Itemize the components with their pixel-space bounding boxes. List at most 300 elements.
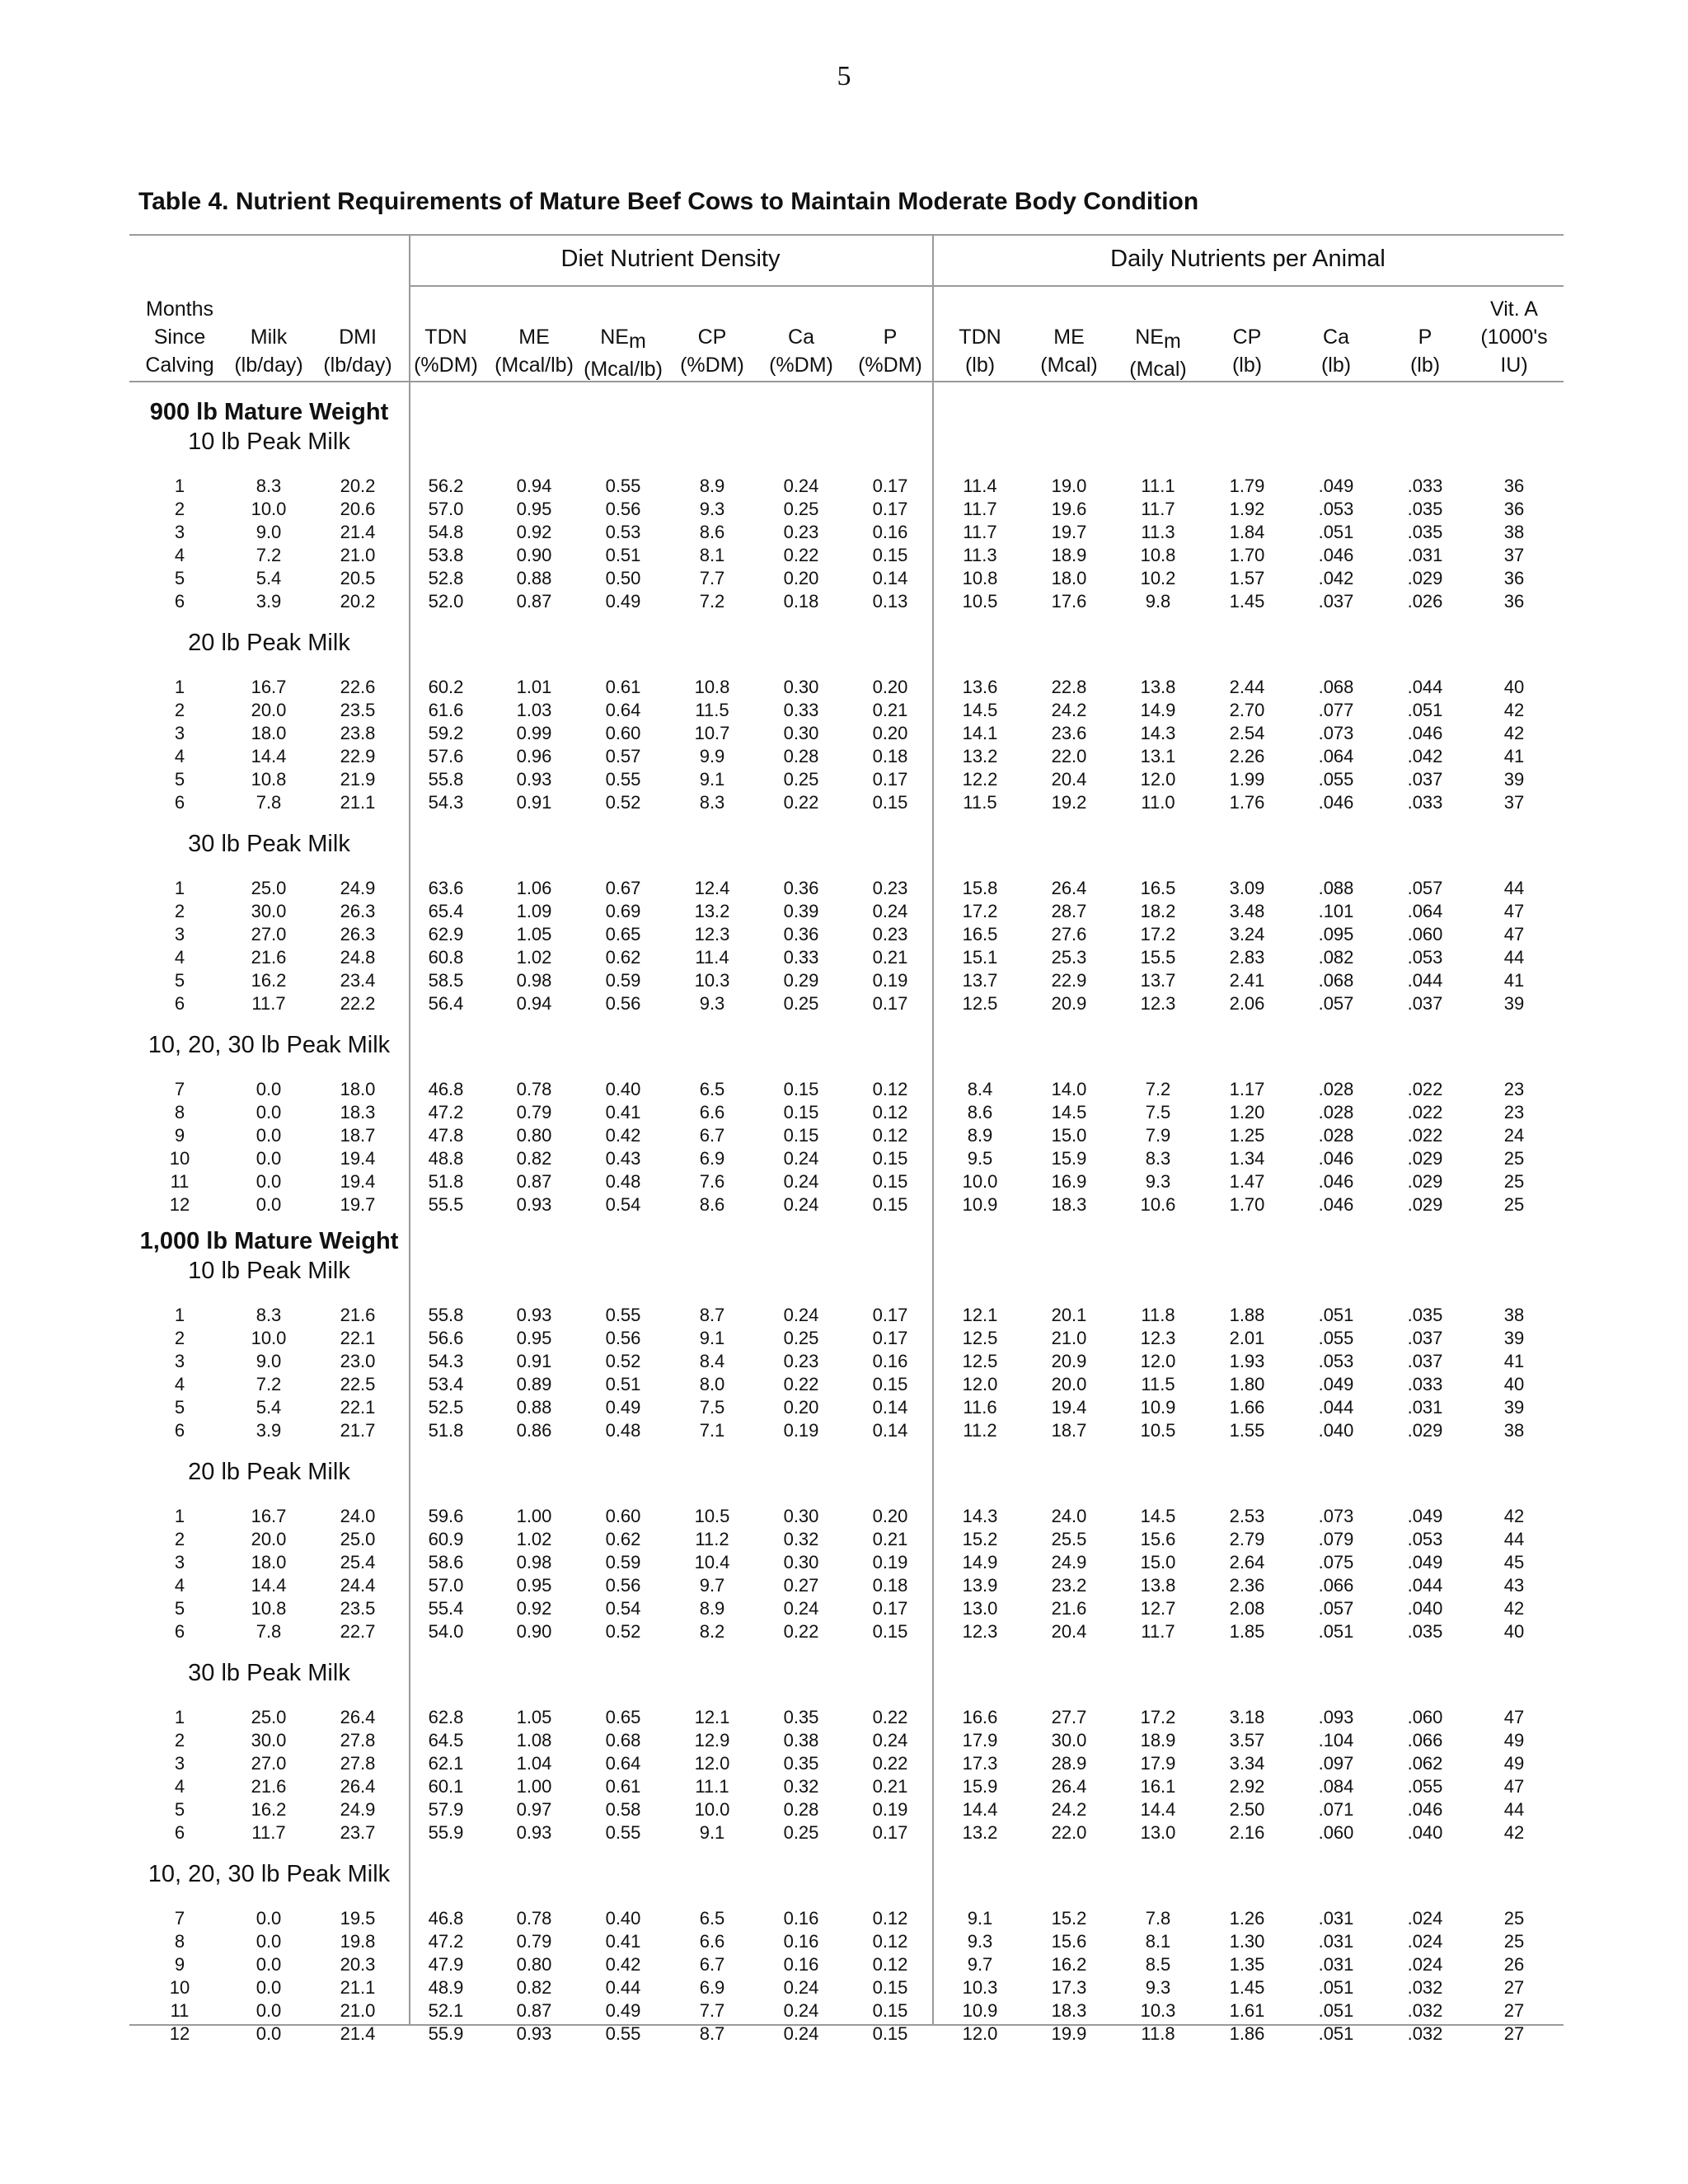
cell-tdn-pct: 55.8 [428, 769, 464, 790]
section-peak-milk-title: 20 lb Peak Milk [188, 1459, 350, 1485]
cell-me-mcal: 27.6 [1051, 924, 1087, 944]
cell-milk: 11.7 [251, 993, 286, 1014]
cell-milk: 30.0 [251, 901, 287, 921]
cell-months-since-calving: 8 [174, 1102, 185, 1122]
cell-me-mcal-lb: 0.90 [516, 1621, 552, 1642]
table-row [0, 699, 1688, 722]
cell-ca-pct: 0.35 [783, 1753, 819, 1774]
table-row [0, 1350, 1688, 1373]
column-header-text: (lb/day) [323, 354, 392, 377]
column-header-text: P [1418, 326, 1432, 349]
cell-me-mcal: 19.9 [1051, 2023, 1087, 2044]
cell-ca-lb: .057 [1318, 993, 1354, 1014]
cell-tdn-pct: 60.2 [428, 677, 464, 697]
cell-me-mcal-lb: 0.97 [516, 1799, 552, 1820]
cell-tdn-lb: 15.2 [962, 1529, 998, 1549]
cell-me-mcal-lb: 0.93 [516, 769, 552, 790]
cell-p-pct: 0.20 [872, 1506, 908, 1526]
table-row [0, 1620, 1688, 1643]
cell-p-pct: 0.19 [872, 1552, 908, 1572]
table-row [0, 1327, 1688, 1350]
cell-tdn-lb: 15.9 [962, 1776, 998, 1797]
cell-cp-pct: 8.9 [699, 1598, 725, 1619]
cell-cp-lb: 1.80 [1229, 1374, 1265, 1394]
cell-nem-mcal: 7.8 [1145, 1908, 1171, 1929]
table-row [0, 745, 1688, 768]
table-row [0, 923, 1688, 946]
cell-cp-lb: 2.53 [1229, 1506, 1265, 1526]
cell-tdn-lb: 10.8 [962, 568, 998, 588]
table-row [0, 1752, 1688, 1775]
cell-me-mcal: 25.3 [1051, 947, 1087, 968]
cell-p-lb: .029 [1407, 568, 1443, 588]
cell-dmi: 26.4 [340, 1707, 376, 1727]
cell-dmi: 19.8 [340, 1931, 376, 1952]
cell-milk: 30.0 [251, 1730, 287, 1750]
cell-p-pct: 0.18 [872, 1575, 908, 1596]
cell-nem-mcal-lb: 0.44 [605, 1977, 641, 1998]
cell-ca-pct: 0.35 [783, 1707, 819, 1727]
cell-tdn-pct: 58.5 [428, 970, 464, 991]
cell-tdn-lb: 17.3 [962, 1753, 998, 1774]
cell-nem-mcal: 10.8 [1140, 545, 1176, 565]
cell-dmi: 25.0 [340, 1529, 376, 1549]
cell-cp-lb: 1.35 [1229, 1954, 1265, 1975]
column-header-text: Milk [250, 326, 288, 349]
cell-nem-mcal: 18.9 [1140, 1730, 1176, 1750]
cell-tdn-lb: 12.0 [962, 2023, 998, 2044]
cell-me-mcal-lb: 1.05 [516, 1707, 552, 1727]
cell-p-pct: 0.21 [872, 700, 908, 720]
cell-me-mcal-lb: 0.92 [516, 1598, 552, 1619]
cell-p-lb: .033 [1407, 792, 1443, 813]
cell-cp-lb: 1.47 [1229, 1171, 1265, 1192]
cell-p-lb: .060 [1407, 1707, 1443, 1727]
cell-months-since-calving: 5 [174, 769, 185, 790]
cell-ca-lb: .028 [1318, 1102, 1354, 1122]
cell-nem-mcal: 17.9 [1140, 1753, 1176, 1774]
cell-nem-mcal-lb: 0.67 [605, 878, 641, 898]
cell-nem-mcal-lb: 0.41 [605, 1931, 641, 1952]
cell-ca-lb: .097 [1318, 1753, 1354, 1774]
cell-ca-lb: .042 [1318, 568, 1354, 588]
cell-me-mcal: 24.9 [1051, 1552, 1087, 1572]
cell-cp-lb: 2.08 [1229, 1598, 1265, 1619]
cell-cp-lb: 1.99 [1229, 769, 1265, 790]
cell-p-lb: .044 [1407, 1575, 1443, 1596]
cell-tdn-lb: 12.5 [962, 993, 998, 1014]
cell-nem-mcal: 11.8 [1141, 2023, 1175, 2044]
cell-tdn-pct: 53.8 [428, 545, 464, 565]
cell-tdn-pct: 53.4 [428, 1374, 464, 1394]
cell-ca-lb: .051 [1318, 1977, 1354, 1998]
cell-p-lb: .024 [1407, 1908, 1443, 1929]
cell-nem-mcal: 14.3 [1140, 723, 1176, 743]
cell-vit-a: 42 [1503, 700, 1525, 720]
cell-nem-mcal: 7.5 [1145, 1102, 1171, 1122]
column-header-text: Months [146, 298, 213, 321]
cell-tdn-lb: 10.3 [962, 1977, 998, 1998]
cell-tdn-lb: 15.1 [962, 947, 998, 968]
cell-nem-mcal-lb: 0.62 [605, 947, 641, 968]
cell-ca-lb: .079 [1318, 1529, 1354, 1549]
cell-months-since-calving: 4 [174, 947, 185, 968]
cell-dmi: 22.7 [340, 1621, 376, 1642]
cell-p-lb: .044 [1407, 677, 1443, 697]
cell-p-pct: 0.15 [872, 545, 908, 565]
cell-ca-pct: 0.24 [783, 1598, 819, 1619]
cell-cp-lb: 1.61 [1229, 2000, 1265, 2021]
cell-nem-mcal: 10.2 [1140, 568, 1176, 588]
cell-p-pct: 0.15 [872, 1148, 908, 1169]
cell-nem-mcal-lb: 0.49 [605, 1397, 641, 1418]
cell-ca-pct: 0.24 [783, 1305, 819, 1325]
cell-months-since-calving: 7 [174, 1079, 185, 1099]
cell-months-since-calving: 3 [174, 924, 185, 944]
cell-cp-lb: 1.26 [1229, 1908, 1265, 1929]
cell-me-mcal-lb: 0.98 [516, 970, 552, 991]
cell-cp-lb: 2.44 [1229, 677, 1265, 697]
cell-vit-a: 42 [1503, 1822, 1525, 1843]
cell-ca-pct: 0.32 [783, 1776, 819, 1797]
cell-cp-pct: 7.7 [699, 2000, 725, 2021]
cell-cp-pct: 9.9 [699, 746, 725, 766]
cell-me-mcal: 19.4 [1051, 1397, 1087, 1418]
cell-dmi: 24.9 [340, 1799, 376, 1820]
cell-months-since-calving: 12 [169, 1194, 190, 1215]
cell-cp-lb: 2.16 [1229, 1822, 1265, 1843]
cell-ca-pct: 0.22 [783, 1374, 819, 1394]
column-header-text: TDN [959, 326, 1001, 349]
cell-vit-a: 38 [1503, 1420, 1525, 1441]
cell-cp-pct: 6.5 [699, 1079, 725, 1099]
cell-ca-lb: .031 [1318, 1931, 1354, 1952]
cell-p-pct: 0.19 [872, 970, 908, 991]
cell-tdn-pct: 60.1 [428, 1776, 464, 1797]
cell-p-pct: 0.17 [872, 993, 908, 1014]
cell-dmi: 22.2 [340, 993, 376, 1014]
cell-months-since-calving: 1 [174, 1707, 185, 1727]
cell-milk: 7.8 [256, 1621, 282, 1642]
section-weight-title: 1,000 lb Mature Weight [139, 1228, 399, 1254]
table-row [0, 676, 1688, 699]
cell-p-pct: 0.12 [872, 1125, 908, 1146]
cell-p-lb: .035 [1407, 499, 1443, 519]
cell-ca-pct: 0.16 [783, 1931, 819, 1952]
table-row [0, 1953, 1688, 1976]
cell-ca-pct: 0.32 [783, 1529, 819, 1549]
cell-me-mcal: 20.4 [1051, 769, 1087, 790]
column-header-text: P [883, 326, 898, 349]
cell-dmi: 24.8 [340, 947, 376, 968]
cell-milk: 20.0 [251, 700, 287, 720]
cell-me-mcal-lb: 1.02 [516, 947, 552, 968]
cell-nem-mcal-lb: 0.59 [605, 970, 641, 991]
cell-me-mcal: 21.6 [1051, 1598, 1087, 1619]
cell-nem-mcal: 12.0 [1140, 769, 1176, 790]
cell-dmi: 22.1 [340, 1397, 376, 1418]
table-row [0, 1999, 1688, 2022]
cell-milk: 14.4 [251, 746, 287, 766]
cell-months-since-calving: 7 [174, 1908, 185, 1929]
cell-me-mcal: 30.0 [1051, 1730, 1087, 1750]
cell-tdn-lb: 11.3 [963, 545, 997, 565]
cell-vit-a: 23 [1503, 1079, 1525, 1099]
cell-tdn-lb: 9.1 [967, 1908, 993, 1929]
cell-nem-mcal: 10.3 [1140, 2000, 1176, 2021]
cell-months-since-calving: 1 [174, 677, 185, 697]
cell-me-mcal: 20.4 [1051, 1621, 1087, 1642]
cell-dmi: 21.1 [340, 792, 376, 813]
cell-p-pct: 0.17 [872, 1598, 908, 1619]
cell-vit-a: 43 [1503, 1575, 1525, 1596]
cell-tdn-pct: 54.0 [428, 1621, 464, 1642]
cell-tdn-pct: 47.8 [428, 1125, 464, 1146]
column-header-subscript: m [628, 330, 646, 353]
cell-nem-mcal: 9.3 [1145, 1171, 1171, 1192]
cell-milk: 16.2 [251, 970, 287, 991]
cell-me-mcal-lb: 0.99 [516, 723, 552, 743]
cell-me-mcal: 24.2 [1051, 1799, 1087, 1820]
cell-nem-mcal: 13.7 [1140, 970, 1176, 991]
cell-dmi: 19.5 [340, 1908, 376, 1929]
column-header-text: (%DM) [414, 354, 478, 377]
cell-dmi: 25.4 [340, 1552, 376, 1572]
cell-nem-mcal: 13.8 [1140, 1575, 1176, 1596]
cell-nem-mcal-lb: 0.60 [605, 723, 641, 743]
cell-p-lb: .064 [1407, 901, 1443, 921]
cell-ca-lb: .046 [1318, 792, 1354, 813]
cell-ca-lb: .040 [1318, 1420, 1354, 1441]
cell-cp-lb: 1.84 [1229, 522, 1265, 542]
cell-milk: 10.0 [251, 499, 287, 519]
cell-p-pct: 0.16 [872, 522, 908, 542]
cell-nem-mcal: 10.6 [1140, 1194, 1176, 1215]
cell-me-mcal-lb: 0.94 [516, 476, 552, 496]
cell-ca-lb: .088 [1318, 878, 1354, 898]
cell-tdn-pct: 52.5 [428, 1397, 464, 1418]
cell-cp-pct: 9.3 [699, 499, 725, 519]
cell-tdn-lb: 11.4 [963, 476, 997, 496]
cell-ca-pct: 0.22 [783, 1621, 819, 1642]
cell-nem-mcal: 14.4 [1140, 1799, 1176, 1820]
cell-nem-mcal-lb: 0.43 [605, 1148, 641, 1169]
cell-me-mcal-lb: 0.82 [516, 1148, 552, 1169]
cell-ca-lb: .073 [1318, 1506, 1354, 1526]
cell-tdn-lb: 13.9 [962, 1575, 998, 1596]
cell-nem-mcal: 15.5 [1140, 947, 1176, 968]
cell-tdn-pct: 52.1 [428, 2000, 464, 2021]
cell-dmi: 21.6 [340, 1305, 376, 1325]
cell-cp-pct: 6.6 [699, 1102, 725, 1122]
cell-vit-a: 47 [1503, 901, 1525, 921]
cell-me-mcal: 18.3 [1051, 1194, 1087, 1215]
cell-nem-mcal: 8.1 [1145, 1931, 1171, 1952]
cell-me-mcal-lb: 0.78 [516, 1079, 552, 1099]
cell-months-since-calving: 12 [169, 2023, 190, 2044]
cell-nem-mcal-lb: 0.56 [605, 993, 641, 1014]
cell-vit-a: 27 [1503, 2000, 1525, 2021]
cell-tdn-lb: 12.1 [962, 1305, 998, 1325]
cell-me-mcal: 17.3 [1051, 1977, 1087, 1998]
cell-me-mcal: 22.9 [1051, 970, 1087, 991]
cell-milk: 0.0 [256, 1102, 282, 1122]
cell-milk: 25.0 [251, 1707, 287, 1727]
cell-me-mcal: 23.2 [1051, 1575, 1087, 1596]
cell-ca-pct: 0.18 [783, 591, 819, 612]
section-peak-milk-title: 10, 20, 30 lb Peak Milk [148, 1032, 391, 1058]
cell-p-pct: 0.13 [872, 591, 908, 612]
table-row [0, 900, 1688, 923]
cell-tdn-lb: 13.6 [962, 677, 998, 697]
cell-milk: 16.7 [251, 677, 287, 697]
cell-vit-a: 23 [1503, 1102, 1525, 1122]
cell-months-since-calving: 3 [174, 522, 185, 542]
cell-tdn-pct: 56.2 [428, 476, 464, 496]
cell-p-pct: 0.15 [872, 2000, 908, 2021]
cell-tdn-lb: 17.9 [962, 1730, 998, 1750]
table-row [0, 1574, 1688, 1597]
cell-nem-mcal: 13.8 [1140, 677, 1176, 697]
cell-cp-pct: 12.3 [694, 924, 730, 944]
cell-dmi: 20.6 [340, 499, 376, 519]
cell-tdn-pct: 56.4 [428, 993, 464, 1014]
cell-nem-mcal: 18.2 [1140, 901, 1176, 921]
cell-ca-pct: 0.30 [783, 1552, 819, 1572]
cell-nem-mcal-lb: 0.65 [605, 924, 641, 944]
cell-p-lb: .032 [1407, 1977, 1443, 1998]
cell-me-mcal-lb: 1.04 [516, 1753, 552, 1774]
cell-vit-a: 25 [1503, 1171, 1525, 1192]
cell-me-mcal: 15.2 [1051, 1908, 1087, 1929]
cell-cp-pct: 8.6 [699, 522, 725, 542]
cell-months-since-calving: 10 [169, 1148, 190, 1169]
cell-p-lb: .037 [1407, 993, 1443, 1014]
cell-ca-pct: 0.19 [783, 1420, 819, 1441]
cell-tdn-pct: 55.4 [428, 1598, 464, 1619]
table-row [0, 1078, 1688, 1101]
cell-tdn-lb: 13.2 [962, 1822, 998, 1843]
cell-tdn-lb: 14.1 [962, 723, 998, 743]
cell-cp-pct: 12.1 [694, 1707, 730, 1727]
cell-vit-a: 40 [1503, 1621, 1525, 1642]
cell-p-lb: .046 [1407, 1799, 1443, 1820]
cell-milk: 3.9 [256, 591, 282, 612]
table-row [0, 1505, 1688, 1528]
cell-nem-mcal-lb: 0.41 [605, 1102, 641, 1122]
cell-nem-mcal-lb: 0.57 [605, 746, 641, 766]
group-header-daily-nutrients: Daily Nutrients per Animal [1110, 246, 1386, 272]
cell-tdn-lb: 16.6 [962, 1707, 998, 1727]
cell-dmi: 21.0 [340, 545, 376, 565]
cell-nem-mcal-lb: 0.61 [605, 1776, 641, 1797]
cell-dmi: 24.0 [340, 1506, 376, 1526]
cell-me-mcal-lb: 1.00 [516, 1776, 552, 1797]
cell-cp-lb: 1.17 [1229, 1079, 1265, 1099]
cell-nem-mcal-lb: 0.48 [605, 1171, 641, 1192]
cell-me-mcal-lb: 0.89 [516, 1374, 552, 1394]
cell-months-since-calving: 6 [174, 993, 185, 1014]
cell-p-lb: .026 [1407, 591, 1443, 612]
cell-tdn-pct: 52.0 [428, 591, 464, 612]
cell-cp-pct: 12.9 [694, 1730, 730, 1750]
column-header-text: Calving [145, 354, 214, 377]
cell-vit-a: 39 [1503, 1397, 1525, 1418]
cell-months-since-calving: 6 [174, 792, 185, 813]
cell-cp-pct: 11.5 [695, 700, 729, 720]
cell-me-mcal: 26.4 [1051, 1776, 1087, 1797]
cell-cp-lb: 3.34 [1229, 1753, 1265, 1774]
cell-cp-pct: 8.2 [699, 1621, 725, 1642]
cell-vit-a: 37 [1503, 792, 1525, 813]
cell-nem-mcal: 10.9 [1140, 1397, 1176, 1418]
cell-cp-pct: 7.1 [699, 1420, 725, 1441]
cell-p-pct: 0.14 [872, 568, 908, 588]
cell-nem-mcal: 12.0 [1140, 1351, 1176, 1371]
cell-cp-pct: 8.7 [699, 2023, 725, 2044]
cell-ca-lb: .071 [1318, 1799, 1354, 1820]
cell-milk: 8.3 [256, 476, 282, 496]
cell-ca-lb: .046 [1318, 1194, 1354, 1215]
cell-tdn-pct: 57.0 [428, 499, 464, 519]
section-peak-milk-title: 10 lb Peak Milk [188, 429, 350, 455]
cell-dmi: 23.0 [340, 1351, 376, 1371]
cell-cp-lb: 1.85 [1229, 1621, 1265, 1642]
column-header-text: (%DM) [858, 354, 922, 377]
cell-p-pct: 0.23 [872, 878, 908, 898]
cell-p-lb: .035 [1407, 1305, 1443, 1325]
cell-ca-lb: .053 [1318, 1351, 1354, 1371]
cell-me-mcal-lb: 1.06 [516, 878, 552, 898]
cell-cp-pct: 8.3 [699, 792, 725, 813]
cell-ca-lb: .037 [1318, 591, 1354, 612]
cell-nem-mcal: 7.9 [1145, 1125, 1171, 1146]
cell-me-mcal: 18.0 [1051, 568, 1087, 588]
cell-milk: 9.0 [256, 522, 282, 542]
cell-milk: 0.0 [256, 1908, 282, 1929]
cell-p-lb: .029 [1407, 1148, 1443, 1169]
cell-vit-a: 39 [1503, 769, 1525, 790]
cell-me-mcal-lb: 0.92 [516, 522, 552, 542]
cell-ca-pct: 0.15 [783, 1102, 819, 1122]
cell-vit-a: 25 [1503, 1148, 1525, 1169]
cell-ca-lb: .060 [1318, 1822, 1354, 1843]
cell-milk: 27.0 [251, 924, 287, 944]
cell-vit-a: 44 [1503, 1529, 1525, 1549]
cell-ca-lb: .028 [1318, 1125, 1354, 1146]
cell-me-mcal: 16.9 [1051, 1171, 1087, 1192]
column-header-text: Vit. A [1490, 298, 1538, 321]
table-row [0, 1419, 1688, 1442]
cell-p-pct: 0.12 [872, 1102, 908, 1122]
cell-ca-lb: .068 [1318, 677, 1354, 697]
cell-tdn-lb: 10.5 [962, 591, 998, 612]
cell-ca-lb: .104 [1318, 1730, 1354, 1750]
cell-ca-lb: .053 [1318, 499, 1354, 519]
cell-me-mcal-lb: 0.93 [516, 1305, 552, 1325]
cell-nem-mcal-lb: 0.54 [605, 1194, 641, 1215]
cell-nem-mcal-lb: 0.55 [605, 769, 641, 790]
cell-vit-a: 36 [1503, 568, 1525, 588]
cell-p-lb: .024 [1407, 1954, 1443, 1975]
cell-ca-lb: .075 [1318, 1552, 1354, 1572]
cell-cp-lb: 1.79 [1229, 476, 1265, 496]
cell-nem-mcal-lb: 0.55 [605, 476, 641, 496]
cell-ca-pct: 0.24 [783, 1148, 819, 1169]
cell-milk: 0.0 [256, 1171, 282, 1192]
cell-ca-pct: 0.16 [783, 1908, 819, 1929]
cell-tdn-lb: 12.5 [962, 1351, 998, 1371]
